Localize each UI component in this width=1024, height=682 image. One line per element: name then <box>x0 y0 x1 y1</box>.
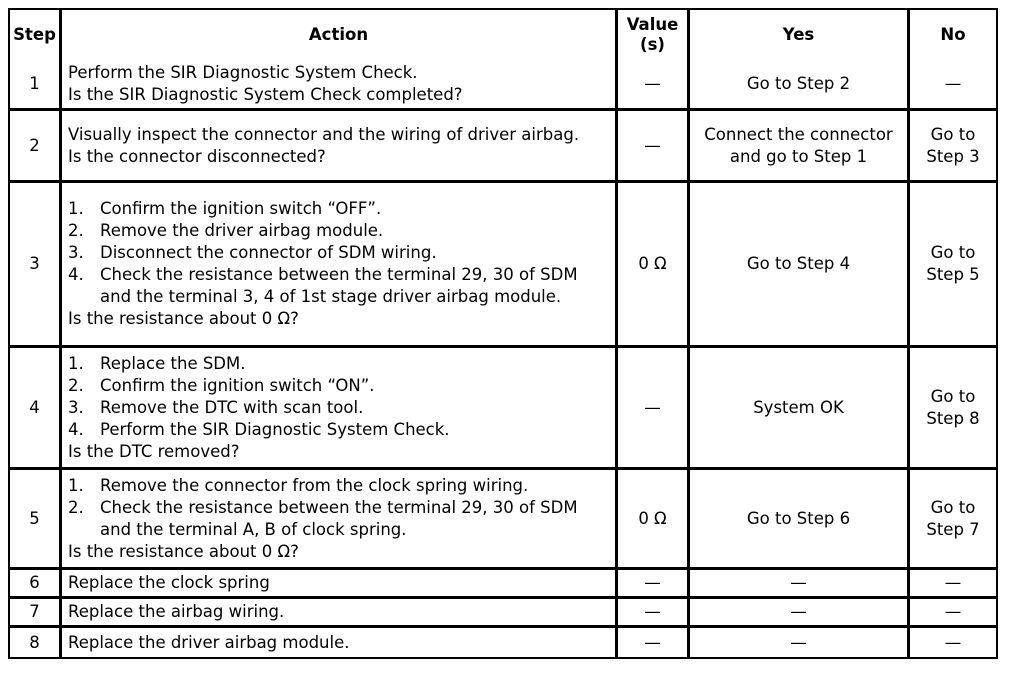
action-step <box>68 198 611 220</box>
value-cell: — <box>618 60 690 111</box>
step-number: 4 <box>10 348 62 470</box>
action-step <box>68 419 611 441</box>
step-number: 6 <box>10 570 62 599</box>
action-step <box>68 397 611 419</box>
table-row <box>10 348 996 470</box>
action-step-text: Check the resistance between the terminal 29, 30 of SDM and the terminal 3, 4 of 1st stage driver airbag module. <box>100 265 578 306</box>
no-cell: — <box>910 599 996 628</box>
header-yes: Yes <box>690 10 910 60</box>
action-cell <box>62 470 618 570</box>
action-question: Is the resistance about 0 Ω? <box>68 541 299 561</box>
action-step-text: Remove the connector from the clock spring wiring. <box>100 475 529 495</box>
no-cell: — <box>944 632 962 652</box>
action-step <box>68 264 611 308</box>
action-text: Replace the clock spring <box>68 573 270 592</box>
step-number: 8 <box>10 628 62 657</box>
table-row <box>10 599 996 628</box>
value-cell: — <box>618 599 690 628</box>
action-step-number: 4. <box>68 265 84 284</box>
action-steps-list <box>68 475 611 541</box>
action-step <box>68 375 611 397</box>
value-cell: — <box>618 111 690 183</box>
action-question: Is the resistance about 0 Ω? <box>68 309 299 328</box>
action-step-text: Check the resistance between the terminal 29, 30 of SDM and the terminal A, B of clock spring. <box>100 497 578 539</box>
step-number: 2 <box>10 111 62 183</box>
action-cell <box>62 570 618 599</box>
header-step: Step <box>10 10 62 60</box>
action-question: Is the connector disconnected? <box>68 146 326 166</box>
header-row <box>10 10 996 60</box>
yes-cell: System OK <box>690 348 910 470</box>
action-cell <box>62 599 618 628</box>
action-text: Visually inspect the connector and the wiring of driver airbag. <box>68 124 580 144</box>
action-cell <box>62 348 618 470</box>
no-cell: Go to Step 7 <box>910 470 996 570</box>
action-step-number: 2. <box>68 221 84 240</box>
value-cell: — <box>618 570 690 599</box>
step-number: 5 <box>10 470 62 570</box>
action-cell <box>62 111 618 183</box>
table-row <box>10 570 996 599</box>
action-steps-list <box>68 353 611 441</box>
action-step-text: Replace the SDM. <box>100 353 246 373</box>
diagnostic-table <box>8 8 998 659</box>
action-step-number: 3. <box>68 397 84 417</box>
no-cell: Go to Step 5 <box>910 183 996 348</box>
value-cell: 0 Ω <box>618 470 690 570</box>
value-cell: 0 Ω <box>618 183 690 348</box>
action-question: Is the DTC removed? <box>68 441 240 461</box>
yes-cell: Go to Step 2 <box>690 60 910 111</box>
yes-cell: — <box>690 628 910 657</box>
table-row <box>10 60 996 111</box>
header-action: Action <box>62 10 618 60</box>
action-step-text: Disconnect the connector of SDM wiring. <box>100 243 437 262</box>
no-cell: Go to Step 8 <box>910 348 996 470</box>
action-cell <box>62 628 618 657</box>
action-step <box>68 220 611 242</box>
action-text: Perform the SIR Diagnostic System Check. <box>68 63 418 82</box>
action-cell <box>62 183 618 348</box>
action-step-number: 1. <box>68 475 84 495</box>
action-cell <box>62 60 618 111</box>
header-no: No <box>940 25 966 44</box>
step-number: 1 <box>10 60 62 111</box>
header-value: Value (s) <box>618 10 690 60</box>
yes-cell: Go to Step 6 <box>690 470 910 570</box>
action-step-number: 4. <box>68 419 84 439</box>
no-cell: — <box>910 570 996 599</box>
step-number: 3 <box>10 183 62 348</box>
action-step-number: 1. <box>68 199 84 218</box>
action-question: Is the SIR Diagnostic System Check completed? <box>68 85 463 104</box>
action-step <box>68 242 611 264</box>
action-step-number: 3. <box>68 243 84 262</box>
value-cell: — <box>618 628 690 657</box>
table-row <box>10 628 996 657</box>
action-step-number: 1. <box>68 353 84 373</box>
no-cell: — <box>910 60 996 111</box>
action-step-number: 2. <box>68 497 84 517</box>
action-steps-list <box>68 198 611 308</box>
action-step <box>68 497 611 541</box>
action-text: Replace the driver airbag module. <box>68 632 350 652</box>
table-row <box>10 470 996 570</box>
table-row <box>10 111 996 183</box>
action-step-text: Confirm the ignition switch “ON”. <box>100 375 375 395</box>
yes-cell: — <box>690 570 910 599</box>
step-number: 7 <box>10 599 62 628</box>
action-step <box>68 353 611 375</box>
action-step-text: Perform the SIR Diagnostic System Check. <box>100 419 450 439</box>
action-step-text: Remove the DTC with scan tool. <box>100 397 364 417</box>
yes-cell: Connect the connector and go to Step 1 <box>690 111 910 183</box>
action-step-text: Remove the driver airbag module. <box>100 221 384 240</box>
action-step <box>68 475 611 497</box>
action-step-text: Confirm the ignition switch “OFF”. <box>100 199 382 218</box>
action-step-number: 2. <box>68 375 84 395</box>
yes-cell: Go to Step 4 <box>690 183 910 348</box>
action-text: Replace the airbag wiring. <box>68 602 285 621</box>
table-row <box>10 183 996 348</box>
value-cell: — <box>618 348 690 470</box>
no-cell: Go to Step 3 <box>910 111 996 183</box>
yes-cell: — <box>690 599 910 628</box>
